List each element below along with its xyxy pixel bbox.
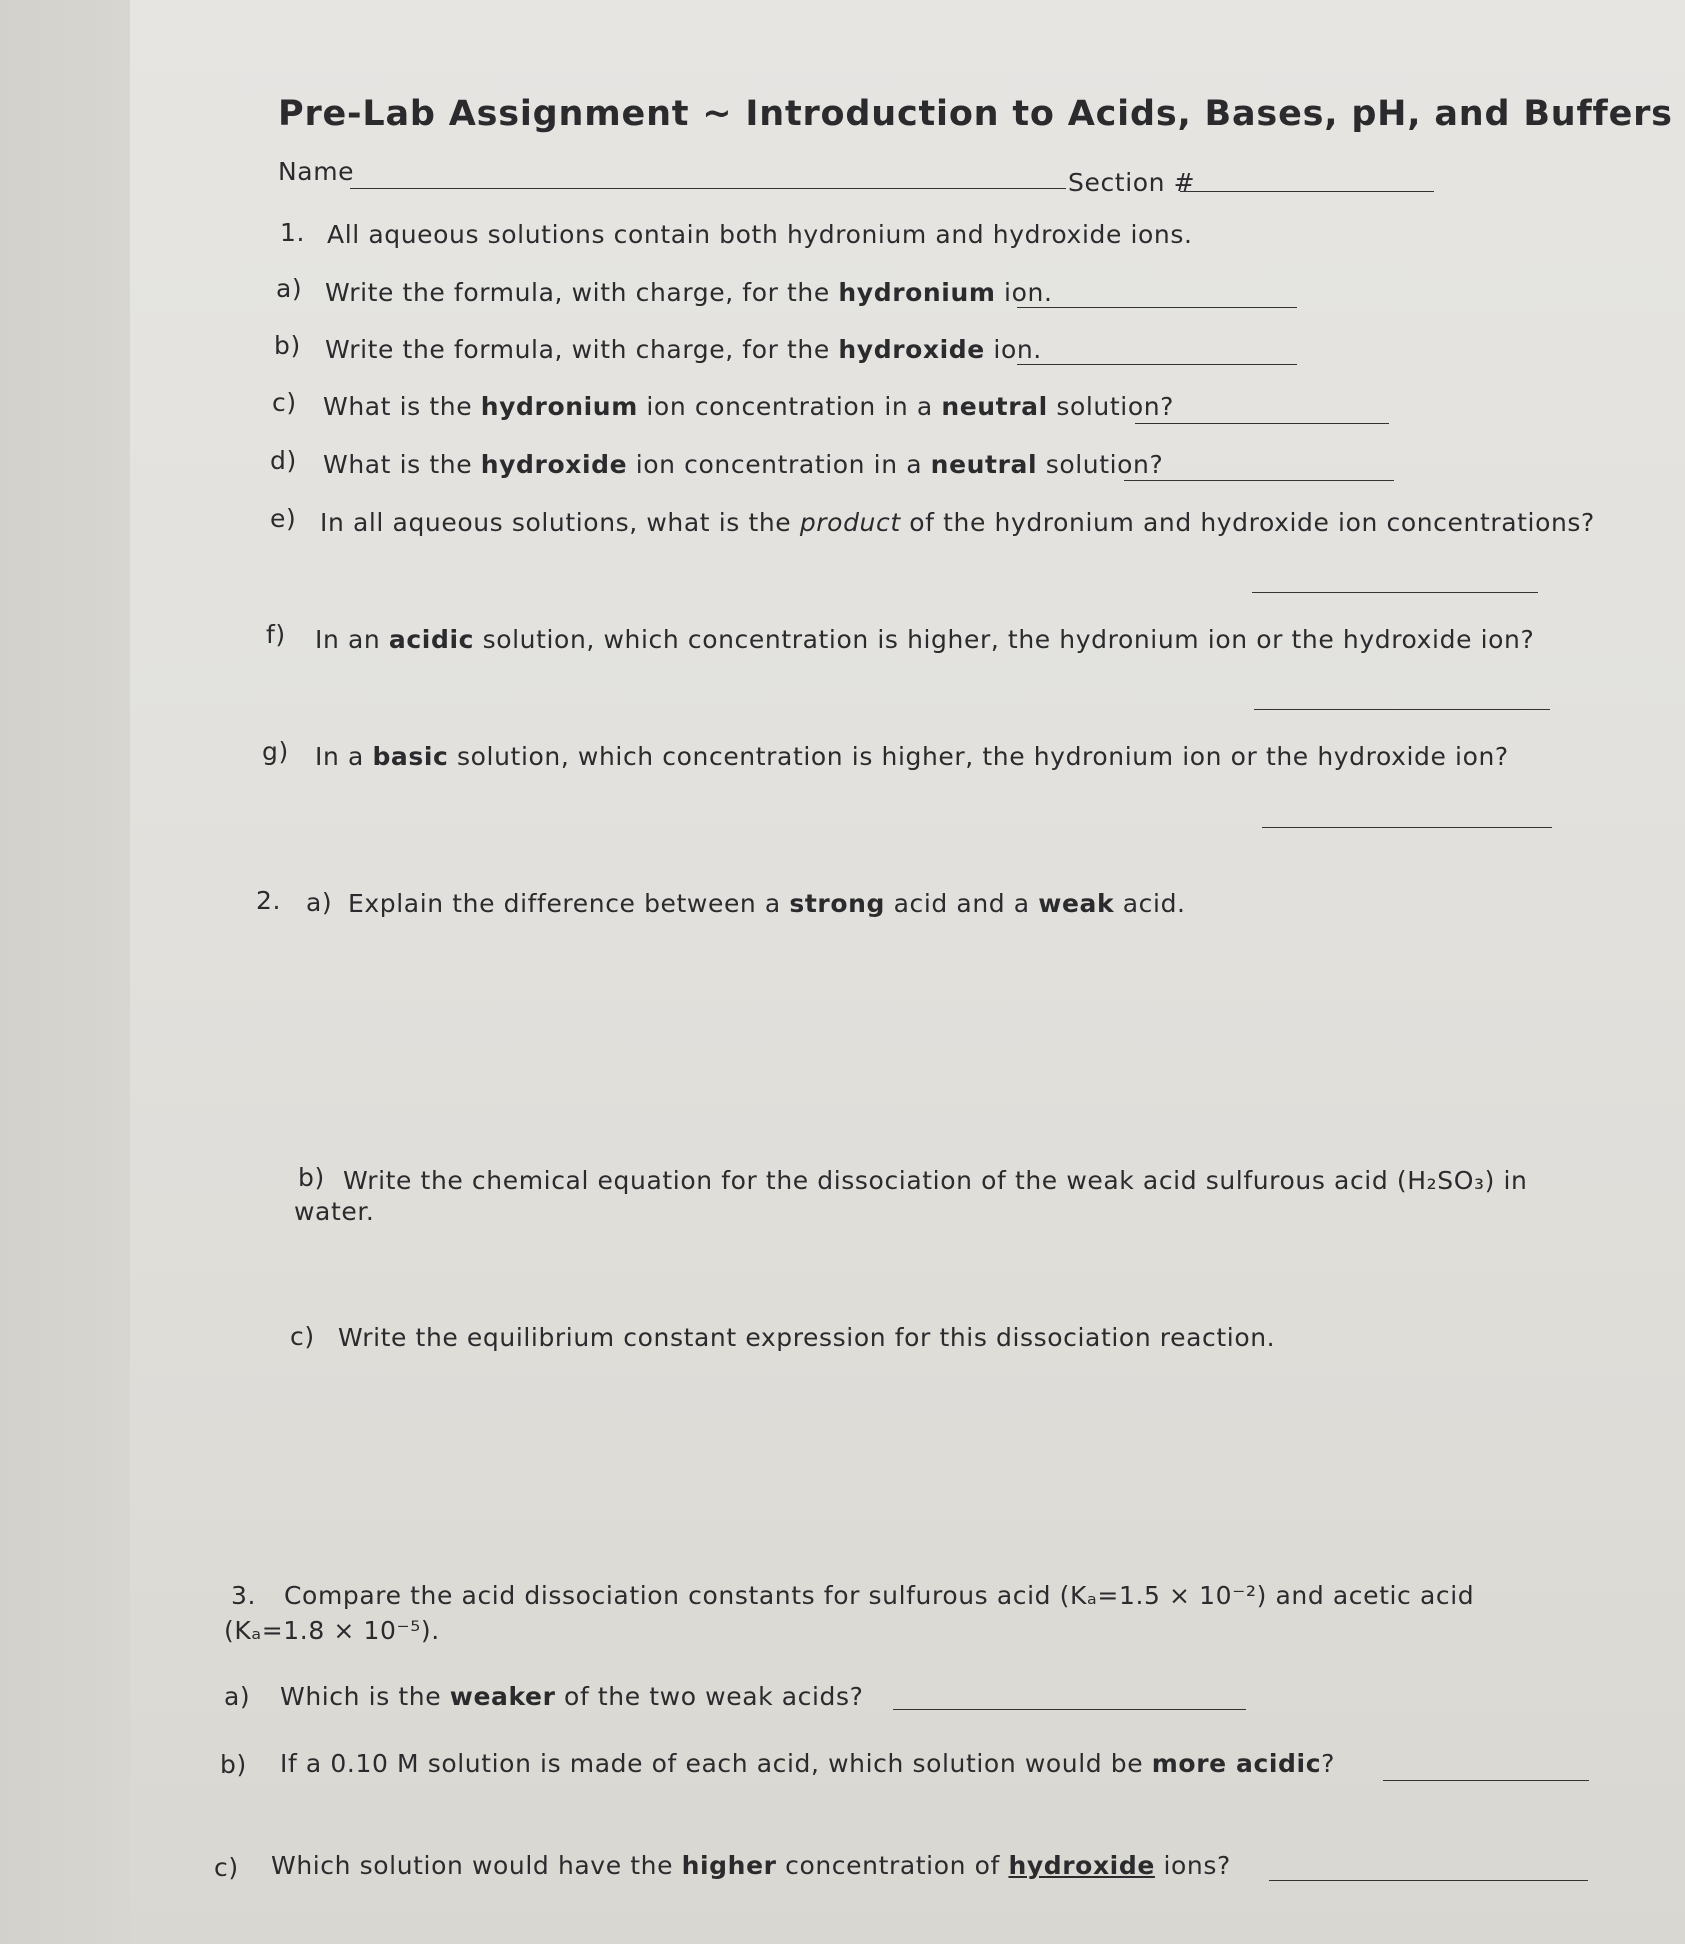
q1c-text: What is the hydronium ion concentration in a neutral solution? xyxy=(323,392,1175,421)
q3-line2: (Kₐ=1.8 × 10⁻⁵). xyxy=(224,1616,440,1645)
q2b-line2: water. xyxy=(294,1197,375,1226)
section-field[interactable] xyxy=(1180,191,1434,192)
name-field[interactable] xyxy=(350,188,1066,189)
q1-stem: All aqueous solutions contain both hydronium and hydroxide ions. xyxy=(327,220,1193,249)
page-shadow-edge xyxy=(0,0,130,1944)
q3b-text: If a 0.10 M solution is made of each acid, which solution would be more acidic? xyxy=(280,1749,1336,1778)
q3b-answer-line[interactable] xyxy=(1383,1780,1589,1781)
q2b-label: b) xyxy=(298,1163,325,1192)
q1f-label: f) xyxy=(266,620,286,649)
q1f-text: In an acidic solution, which concentration is higher, the hydronium ion or the hydroxide ion? xyxy=(315,625,1535,654)
q2c-text: Write the equilibrium constant expression for this dissociation reaction. xyxy=(338,1323,1276,1352)
q3-number: 3. xyxy=(231,1581,257,1610)
q2c-label: c) xyxy=(290,1322,315,1351)
q1e-answer-line[interactable] xyxy=(1252,592,1538,593)
q1c-answer-line[interactable] xyxy=(1135,423,1389,424)
page-title: Pre-Lab Assignment ~ Introduction to Acids, Bases, pH, and Buffers xyxy=(278,94,1673,134)
name-label: Name xyxy=(278,157,355,186)
q1a-label: a) xyxy=(276,274,303,303)
q2a-label: a) xyxy=(306,888,333,917)
q3a-answer-line[interactable] xyxy=(893,1709,1246,1710)
section-label: Section # xyxy=(1068,168,1196,197)
q1g-answer-line[interactable] xyxy=(1262,827,1552,828)
q1d-label: d) xyxy=(270,446,297,475)
q1b-label: b) xyxy=(274,331,301,360)
q3c-text: Which solution would have the higher concentration of hydroxide ions? xyxy=(271,1851,1231,1880)
q1b-answer-line[interactable] xyxy=(1017,364,1297,365)
q2b-line1: Write the chemical equation for the dissociation of the weak acid sulfurous acid (H₂SO₃) in xyxy=(343,1166,1528,1195)
q3a-label: a) xyxy=(224,1682,251,1711)
q1e-label: e) xyxy=(270,504,297,533)
q1g-text: In a basic solution, which concentration is higher, the hydronium ion or the hydroxide ion? xyxy=(315,742,1509,771)
q3a-text: Which is the weaker of the two weak acids? xyxy=(280,1682,864,1711)
q1c-label: c) xyxy=(272,388,297,417)
q2a-text: Explain the difference between a strong acid and a weak acid. xyxy=(348,889,1186,918)
q1-number: 1. xyxy=(280,218,306,247)
q1b-text: Write the formula, with charge, for the hydroxide ion. xyxy=(325,335,1042,364)
q1a-text: Write the formula, with charge, for the hydronium ion. xyxy=(325,278,1053,307)
q2-number: 2. xyxy=(256,886,282,915)
q1g-label: g) xyxy=(262,737,289,766)
q1d-text: What is the hydroxide ion concentration in a neutral solution? xyxy=(323,450,1164,479)
q1a-answer-line[interactable] xyxy=(1017,307,1297,308)
q3b-label: b) xyxy=(220,1750,247,1779)
q3-line1: Compare the acid dissociation constants for sulfurous acid (Kₐ=1.5 × 10⁻²) and acetic acid xyxy=(284,1581,1475,1610)
q3c-answer-line[interactable] xyxy=(1269,1880,1588,1881)
q1d-answer-line[interactable] xyxy=(1124,480,1394,481)
q1f-answer-line[interactable] xyxy=(1254,709,1550,710)
q1e-text: In all aqueous solutions, what is the product of the hydronium and hydroxide ion concentrations? xyxy=(320,508,1595,537)
q3c-label: c) xyxy=(214,1853,239,1882)
